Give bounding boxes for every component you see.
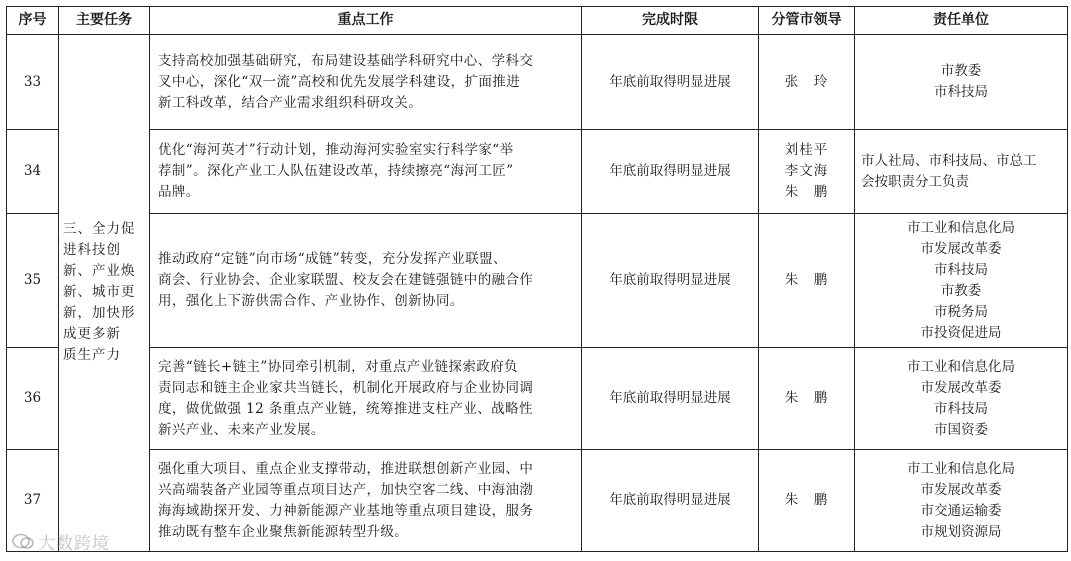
work-line: 优化“海河英才”行动计划，推动海河实验室实行科学家“举	[158, 142, 514, 158]
unit-cell	[855, 35, 1068, 130]
work-line: 新工科改革，结合产业需求组织科研攻关。	[158, 94, 423, 111]
header-deadline: 完成时限	[582, 7, 759, 35]
leader-name: 朱 鹏	[784, 492, 829, 508]
main-task-line: 新、产业焕	[63, 263, 136, 279]
main-task-line: 三、全力促	[63, 221, 136, 237]
row-number: 33	[7, 35, 59, 130]
leader-cell	[759, 35, 855, 130]
work-line: 推动政府“定链”向市场“成链”转变，充分发挥产业联盟、	[158, 251, 507, 267]
work-line: 兴高端装备产业园等重点项目达产，加快空客二线、中海油渤	[158, 481, 534, 498]
work-line: 度，做优做强 12 条重点产业链，统筹推进支柱产业、战略性	[158, 400, 533, 417]
deadline-cell: 年底前取得明显进展	[582, 214, 759, 348]
row-number: 37	[7, 450, 59, 552]
unit-cell	[855, 348, 1068, 450]
unit-name: 市工业和信息化局	[907, 358, 1015, 375]
work-line: 用，强化上下游供需合作、产业协作、创新协同。	[158, 293, 464, 309]
header-key-work: 重点工作	[150, 7, 582, 35]
work-line: 新兴产业、未来产业发展。	[158, 421, 325, 438]
leader-name: 朱 鹏	[784, 390, 829, 406]
leader-cell	[759, 348, 855, 450]
unit-name: 市发展改革委	[920, 379, 1002, 396]
main-task-line: 进科技创	[63, 242, 121, 258]
leader-name: 朱 鹏	[784, 184, 829, 200]
work-line: 品牌。	[158, 184, 200, 200]
table-row	[7, 35, 1068, 130]
deadline-cell: 年底前取得明显进展	[582, 130, 759, 214]
work-line: 海海域勘探开发、力神新能源产业基地等重点项目建设，服务	[158, 502, 534, 519]
unit-name: 市税务局	[934, 303, 988, 320]
unit-name: 市科技局	[934, 261, 988, 278]
main-task-line: 新，加快形	[63, 305, 136, 321]
work-line: 商会、行业协会、企业家联盟、校友会在建链强链中的融合作	[158, 272, 534, 288]
deadline-cell: 年底前取得明显进展	[582, 348, 759, 450]
table-row	[7, 130, 1068, 214]
unit-name: 市科技局	[934, 400, 988, 417]
leader-cell	[759, 214, 855, 348]
work-line: 完善“链长+链主”协同牵引机制，对重点产业链探索政府负	[158, 358, 518, 375]
work-line: 支持高校加强基础研究，布局建设基础学科研究中心、学科交	[158, 52, 534, 69]
unit-name: 市工业和信息化局	[907, 460, 1015, 477]
unit-cell	[855, 130, 1068, 214]
key-work-cell	[150, 348, 582, 450]
watermark	[12, 529, 110, 554]
leader-cell	[759, 130, 855, 214]
unit-cell	[855, 450, 1068, 552]
main-task-line: 质生产力	[63, 347, 121, 363]
unit-cell	[855, 214, 1068, 348]
main-task-line: 成更多新	[63, 326, 121, 342]
header-leader: 分管市领导	[759, 7, 855, 35]
header-responsible-unit: 责任单位	[855, 7, 1068, 35]
main-task-cell	[59, 35, 150, 552]
work-line: 推动既有整车企业聚焦新能源转型升级。	[158, 523, 409, 540]
task-table	[6, 6, 1068, 552]
work-line: 责同志和链主企业家共当链长，机制化开展政府与企业协同调	[158, 379, 534, 396]
leader-name: 刘桂平	[784, 142, 829, 158]
row-number: 35	[7, 214, 59, 348]
key-work-cell	[150, 130, 582, 214]
main-task-line: 新、城市更	[63, 284, 136, 300]
leader-name: 朱 鹏	[784, 272, 829, 288]
work-line: 叉中心，深化“双一流”高校和优先发展学科建设，扩面推进	[158, 73, 521, 90]
watermark-text: 大数跨境	[38, 534, 110, 554]
key-work-cell	[150, 450, 582, 552]
key-work-cell	[150, 35, 582, 130]
leader-cell	[759, 450, 855, 552]
table-row	[7, 450, 1068, 552]
unit-name: 市科技局	[934, 84, 988, 100]
table-header-row	[7, 7, 1068, 35]
key-work-cell	[150, 214, 582, 348]
unit-name: 市发展改革委	[920, 240, 1002, 257]
unit-name: 市规划资源局	[920, 523, 1002, 540]
chat-bubble-icon	[12, 533, 34, 551]
unit-name: 市投资促进局	[920, 324, 1002, 341]
header-main-task: 主要任务	[59, 7, 150, 35]
table-row	[7, 214, 1068, 348]
unit-name: 市教委	[940, 282, 982, 299]
unit-name: 市交通运输委	[920, 502, 1002, 519]
work-line: 荐制”。深化产业工人队伍建设改革，持续擦亮“海河工匠”	[158, 163, 514, 179]
deadline-cell: 年底前取得明显进展	[582, 450, 759, 552]
unit-name: 市工业和信息化局	[907, 219, 1015, 236]
unit-name: 市教委	[940, 63, 982, 79]
header-no: 序号	[7, 7, 59, 35]
deadline-cell: 年底前取得明显进展	[582, 35, 759, 130]
table-row	[7, 348, 1068, 450]
work-line: 强化重大项目、重点企业支撑带动，推进联想创新产业园、中	[158, 460, 534, 477]
leader-name: 张 玲	[784, 73, 829, 90]
unit-name: 市发展改革委	[920, 481, 1002, 498]
unit-name: 会按职责分工负责	[861, 173, 969, 190]
unit-name: 市人社局、市科技局、市总工	[861, 152, 1037, 169]
leader-name: 李文海	[784, 163, 829, 179]
row-number: 34	[7, 130, 59, 214]
row-number: 36	[7, 348, 59, 450]
unit-name: 市国资委	[934, 421, 988, 438]
